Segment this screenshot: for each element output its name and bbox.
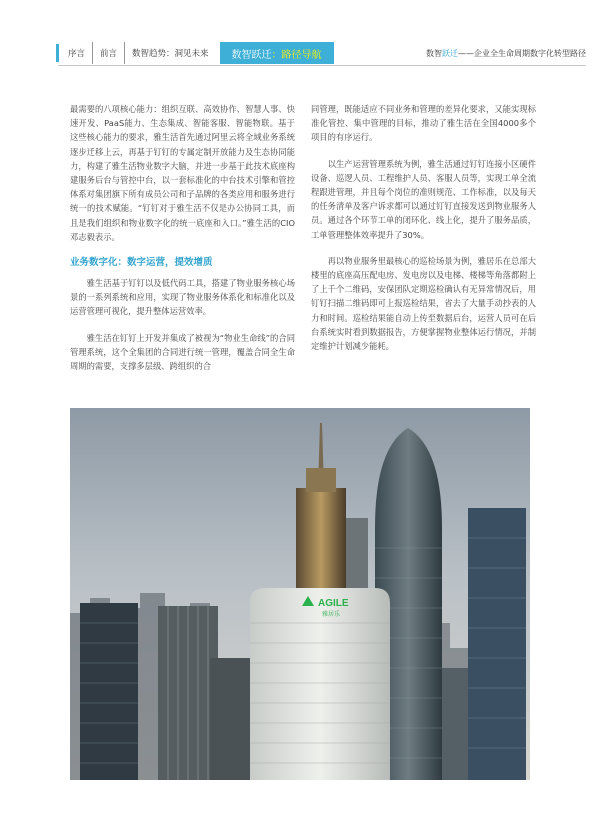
city-skyline-photo <box>70 408 530 780</box>
tab-active-part1: 数智跃迁 <box>231 49 272 61</box>
right-paragraph-2: 以生产运营管理系统为例，雅生活通过钉钉连接小区硬件设备、巡逻人员、工程维护人员、客服人员等，实现工单全流程跟进管理，并且每个岗位的准则规范、工作标准，以及每天的任务清单及客户诉求都可以通过钉钉直接发送到物业服务人员。通过各个环节工单的闭环化、线上化，提升了服务品质，工单管理整体效率提升了30%。 <box>311 158 536 240</box>
running-title-part1: 数智 <box>426 48 442 58</box>
right-column <box>311 102 536 365</box>
header-divider <box>58 65 586 66</box>
foreground-building <box>210 658 250 780</box>
tab-trends[interactable]: 数智趋势：洞见未来 <box>124 42 216 64</box>
right-paragraph-1: 同管理，既能适应不同业务和管理的差异化要求，又能实现标准化管控、集中管理的目标，推动了雅生活在全国4000多个项目的有序运行。 <box>311 104 536 143</box>
left-tower <box>80 603 138 780</box>
agile-tower <box>250 588 390 780</box>
tab-preface[interactable]: 序言 <box>68 49 86 59</box>
running-title-part2: ——企业全生命周期数字化转型路径 <box>458 48 586 58</box>
tab-active-sep: ： <box>271 49 282 61</box>
agile-sign: AGILE <box>318 598 349 609</box>
tab-foreword[interactable]: 前言 <box>92 42 124 64</box>
tab-active-part2: 路径导航 <box>281 49 322 61</box>
agile-sign-sub: 雅居乐 <box>322 611 341 618</box>
right-paragraph-3: 再以物业服务里最核心的巡检场景为例，雅居乐在总部大楼里的底座高压配电房、发电房以及电梯、楼梯等角落都附上了上千个二维码，安保团队定期巡检确认有无异常情况后，用钉钉扫描二维码即可上报巡检结果，省去了大量手动抄表的人力和时间。巡检结果能自动上传至数据后台，运营人员可在后台系统实时看到数据报告，方便掌握物业整体运行情况，并制定维护计划减少能耗。 <box>311 255 536 352</box>
left-paragraph-3: 雅生活在钉钉上开发并集成了被视为“物业生命线”的合同管理系统，这个全集团的合同进行统一管理，覆盖合同全生命周期的需要，支撑多层级、跨组织的合 <box>70 332 295 372</box>
page-header <box>58 42 600 64</box>
section-heading: 业务数字化：数字运营，提效增质 <box>70 257 213 269</box>
left-column <box>70 102 295 385</box>
foreground-building-right <box>442 668 468 780</box>
left-paragraph-2: 雅生活基于钉钉以及低代码工具，搭建了物业服务核心场景的一系列系统和应用，实现了物业服务体系化和标准化以及运营管理可视化，提升整体运营效率。 <box>70 278 295 317</box>
running-title <box>426 42 600 64</box>
running-title-accent: 跃迁 <box>442 48 458 58</box>
left-paragraph-1: 最需要的八项核心能力：组织互联、高效协作、智慧人事、快速开发、PaaS能力、生态集成、智能客服、智能物联。基于这些核心能力的要求，雅生活首先通过阿里云将全域业务系统逐步迁移上云，再基于钉钉的专属定制开放能力及生态协同能力，构建了雅生活物业数字大脑，并进一步基于此技术底座构建服务后台与管控中台，以一套标准化的中台技术引擎和管控体系对集团旗下所有成员公司和子品牌的各类应用和服务进行统一的技术赋能。“钉钉对于雅生活不仅是办公协同工具，而且是我们组织和物业数字化的统一底座和入口。”雅生活的CIO邓志毅表示。 <box>70 104 295 242</box>
tab-path-navigation[interactable] <box>220 42 334 64</box>
right-tower <box>468 508 526 780</box>
